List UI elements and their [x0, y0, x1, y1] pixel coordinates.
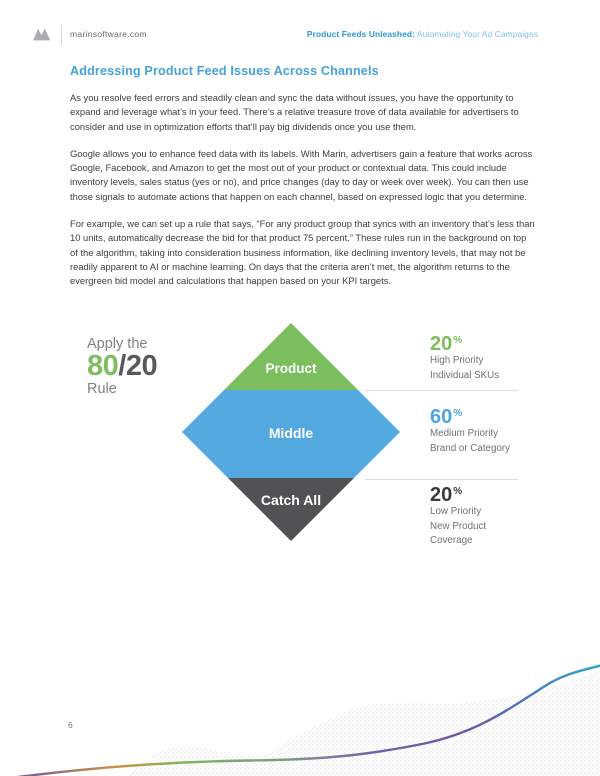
paragraph-3: For example, we can set up a rule that says, “For any product group that syncs with an inventory that’s less than 10 units, automatically decrease the bid for that product 75 percent.” These rules run in the background on top of the algorithm, taking into consideration business information, like declining inventory levels, that may not be readily apparent to AI or machine learning. On days that the criteria aren’t met, the algorithm returns to the evergreen bid model and calculations that happen based on your KPI targets. — [70, 218, 535, 287]
rule-caption-line1: Apply the — [87, 336, 148, 352]
document-title — [307, 29, 538, 39]
diamond-label-middle: Middle — [268, 425, 314, 441]
rule-slash-20: /20 — [118, 350, 158, 382]
diamond-segment-catchall — [228, 478, 354, 541]
stat-label: Low Priority — [430, 506, 482, 517]
rule-80: 80 — [87, 350, 119, 382]
diamond-label-catchall: Catch All — [260, 492, 322, 508]
percent-sign: % — [453, 486, 463, 497]
document-title-subtitle: Automating Your Ad Campaigns — [414, 29, 538, 39]
page-header — [33, 23, 538, 45]
stat-separator-line-1 — [365, 390, 518, 391]
stat-high-priority — [430, 331, 499, 383]
stat-label: Coverage — [430, 535, 473, 546]
section-heading: Addressing Product Feed Issues Across Channels — [70, 64, 379, 78]
stat-label: Medium Priority — [430, 428, 499, 439]
percent-sign: % — [453, 335, 463, 346]
page-number: 6 — [68, 720, 73, 730]
stat-label: Individual SKUs — [430, 369, 500, 381]
stat-label: New Product — [430, 520, 487, 532]
stat-value: 60% — [430, 406, 463, 428]
diamond-segment-product — [224, 323, 358, 390]
stat-label: Brand or Category — [430, 442, 511, 454]
header-divider — [61, 25, 62, 44]
8020-rule-diagram — [0, 315, 600, 565]
diamond-label-product: Product — [265, 361, 317, 376]
rule-caption-8020 — [87, 350, 158, 382]
paragraph-2: Google allows you to enhance feed data with its labels. With Marin, advertisers gain a feature that works across Google, Facebook, and Amazon to get the most out of your product or contextual data. This could include inventory levels, sales status (yes or no), and price changes (day to day or week over week). You can then use those signals to automate actions that happen on each channel, based on expressed logic that you determine. — [70, 147, 533, 202]
marin-logo-icon — [33, 27, 53, 41]
stat-label: High Priority — [430, 355, 484, 366]
percent-sign: % — [453, 408, 463, 419]
decorative-wave-graphic — [0, 576, 600, 776]
document-title-bold: Product Feeds Unleashed: — [306, 29, 415, 39]
halftone-dot-field — [128, 671, 600, 776]
rule-caption-line3: Rule — [87, 381, 117, 397]
stat-separator-line-2 — [365, 479, 518, 480]
diamond-chart — [182, 323, 400, 541]
header-brand — [33, 25, 147, 44]
stat-value: 20% — [430, 484, 463, 506]
stat-value: 20% — [430, 333, 463, 355]
stat-medium-priority — [430, 404, 510, 456]
paragraph-1: As you resolve feed errors and steadily clean and sync the data without issues, you have the opportunity to expand and leverage what’s in your feed. There’s a relative treasure trove of data available for advertisers to consider and use in optimization efforts that’ll pay big dividends once you use them. — [70, 92, 519, 132]
article-section — [70, 64, 535, 302]
rule-caption — [87, 335, 157, 398]
stat-low-priority — [430, 482, 486, 549]
site-url-link[interactable]: marinsoftware.com — [70, 29, 147, 39]
